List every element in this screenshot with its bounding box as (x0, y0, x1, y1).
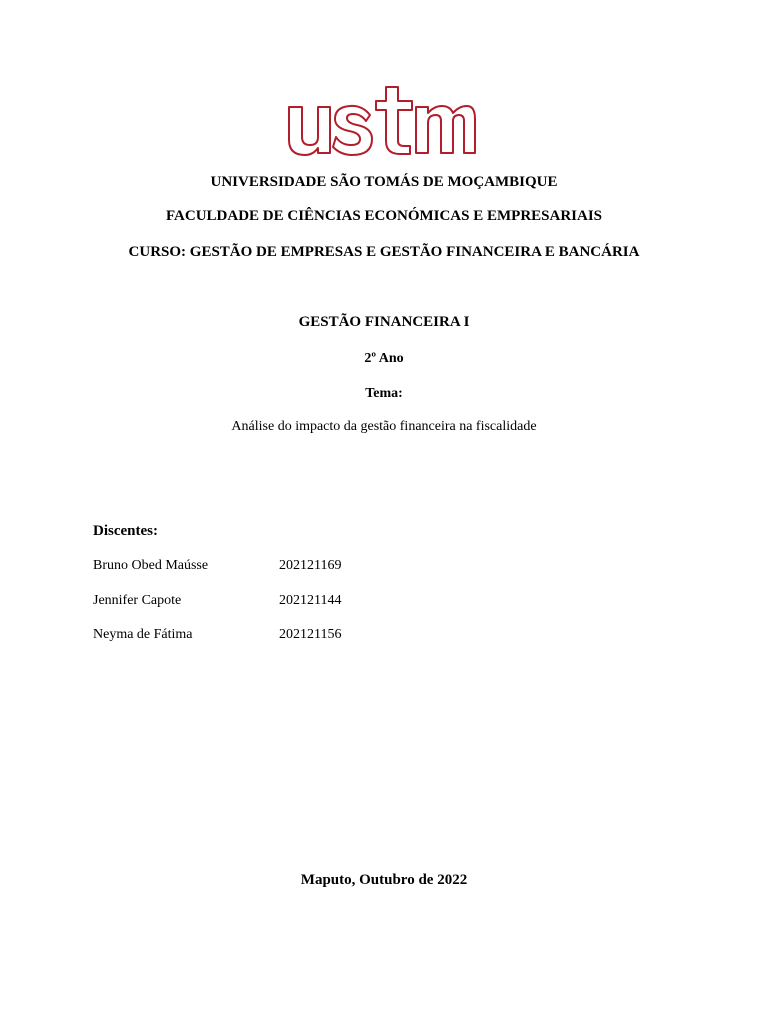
student-name: Bruno Obed Maússe (93, 558, 209, 573)
faculty-name: FACULDADE DE CIÊNCIAS ECONÓMICAS E EMPRESARIAIS (165, 208, 603, 224)
student-id: 202121169 (279, 558, 342, 573)
student-row (93, 593, 493, 613)
university-name: UNIVERSIDADE SÃO TOMÁS DE MOÇAMBIQUE (210, 174, 558, 190)
students-heading: Discentes: (93, 523, 158, 539)
student-name: Jennifer Capote (93, 593, 182, 608)
student-id: 202121156 (279, 627, 342, 642)
theme-text: Análise do impacto da gestão financeira na fiscalidade (231, 419, 537, 434)
academic-year: 2º Ano (364, 351, 404, 366)
place-date: Maputo, Outubro de 2022 (300, 872, 468, 888)
university-logo (286, 85, 476, 157)
student-row (93, 627, 493, 647)
student-row (93, 558, 493, 578)
theme-label: Tema: (365, 386, 403, 401)
subject-title: GESTÃO FINANCEIRA I (298, 314, 470, 330)
course-name: CURSO: GESTÃO DE EMPRESAS E GESTÃO FINANCEIRA E BANCÁRIA (128, 244, 640, 260)
student-id: 202121144 (279, 593, 342, 608)
student-name: Neyma de Fátima (93, 627, 193, 642)
